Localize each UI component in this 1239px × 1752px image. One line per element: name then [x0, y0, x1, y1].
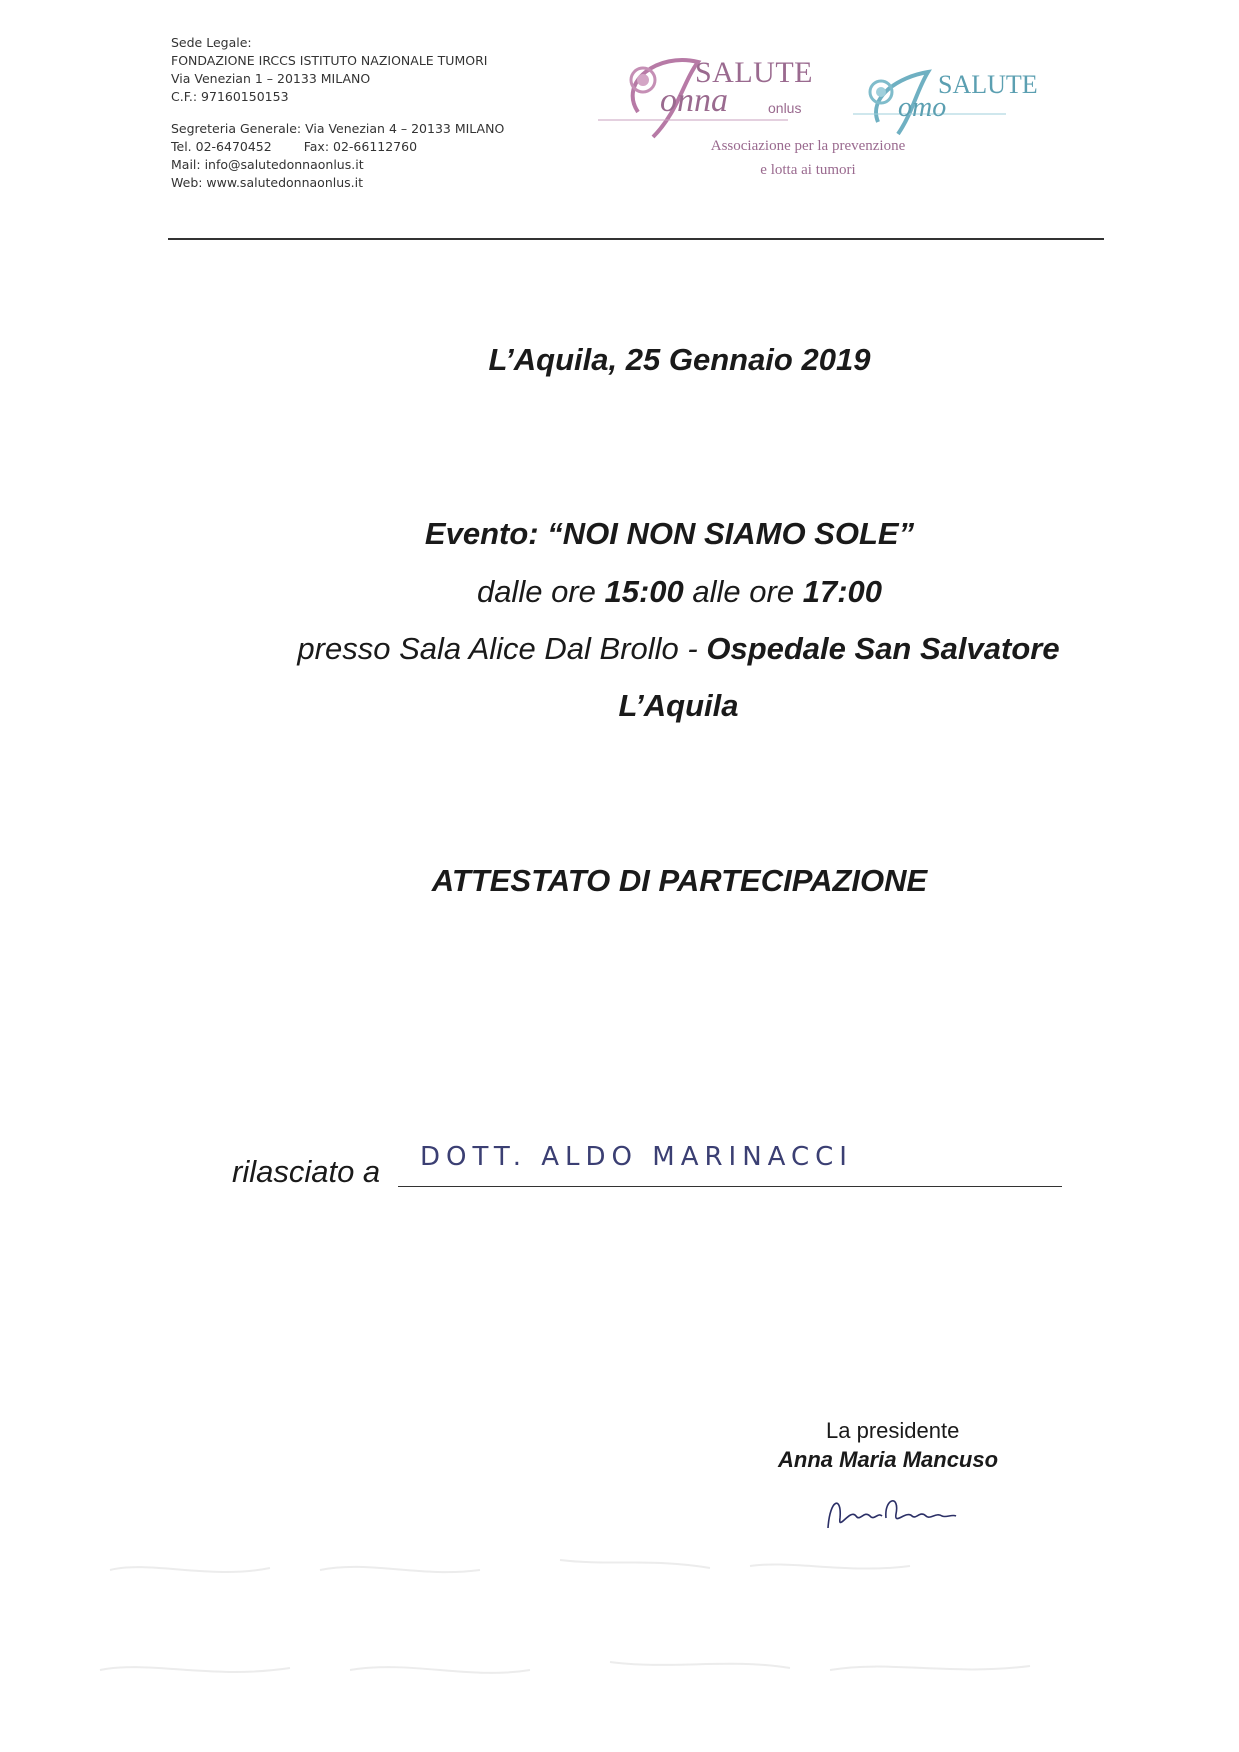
recipient-handwritten-name: DOTT. ALDO MARINACCI — [420, 1142, 853, 1172]
phone-fax-line — [171, 138, 504, 156]
donna-onlus-text: onlus — [768, 100, 802, 116]
donna-salute-text: SALUTE — [695, 56, 813, 89]
event-line — [0, 516, 1239, 552]
event-time-line — [0, 574, 1239, 610]
event-venue-line — [0, 631, 1239, 667]
header-address-block — [171, 34, 504, 192]
president-name: Anna Maria Mancuso — [778, 1447, 999, 1472]
venue-prefix: presso Sala Alice Dal Brollo - — [297, 631, 698, 666]
event-name: “NOI NON SIAMO SOLE” — [547, 516, 915, 551]
sede-legale-label: Sede Legale: — [171, 35, 252, 50]
tagline-line-1: Associazione per la prevenzione — [710, 138, 906, 154]
logo-tagline — [698, 134, 918, 182]
certificate-title: ATTESTATO DI PARTECIPAZIONE — [431, 863, 928, 898]
uomo-word-text: omo — [898, 92, 947, 123]
venue-hospital: Ospedale San Salvatore — [706, 631, 1060, 666]
fax-number: Fax: 02-66112760 — [303, 139, 418, 154]
fondazione-name: FONDAZIONE IRCCS ISTITUTO NAZIONALE TUMORI — [171, 53, 488, 68]
event-label: Evento: — [424, 516, 539, 551]
tagline-line-2: e lotta ai tumori — [760, 162, 856, 178]
website: Web: www.salutedonnaonlus.it — [171, 175, 364, 190]
secretariat-address: Segreteria Generale: Via Venezian 4 – 20133 MILANO — [171, 121, 505, 136]
legal-address: Via Venezian 1 – 20133 MILANO — [171, 71, 371, 86]
time-middle: alle ore — [692, 574, 795, 609]
recipient-underline — [398, 1186, 1062, 1187]
uomo-salute-text: SALUTE — [938, 70, 1038, 99]
email-address: Mail: info@salutedonnaonlus.it — [171, 157, 364, 172]
header-divider — [168, 238, 1104, 240]
issued-to-label: rilasciato a — [232, 1154, 381, 1189]
association-logo — [598, 42, 1038, 192]
donna-word-text: onna — [660, 82, 728, 119]
event-city: L’Aquila — [618, 688, 739, 723]
phone-number: Tel. 02-6470452 — [171, 139, 272, 154]
president-label: La presidente — [826, 1418, 960, 1443]
time-start: 15:00 — [604, 574, 684, 609]
time-end: 17:00 — [802, 574, 883, 609]
bleed-through-marks — [90, 1530, 1090, 1720]
time-prefix: dalle ore — [476, 574, 596, 609]
document-date: L’Aquila, 25 Gennaio 2019 — [488, 342, 871, 377]
tax-code: C.F.: 97160150153 — [171, 89, 289, 104]
